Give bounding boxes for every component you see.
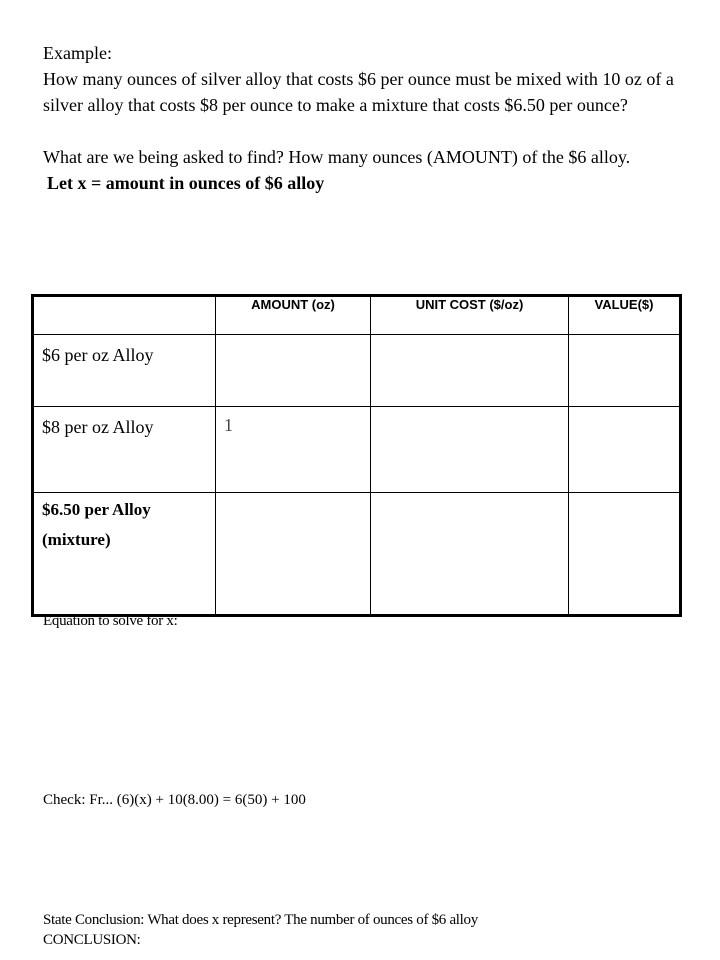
value-cell[interactable] <box>569 407 681 493</box>
header-amount: AMOUNT (oz) <box>216 296 371 335</box>
let-statement: Let x = amount in ounces of $6 alloy <box>47 173 325 193</box>
row-label-mixture-line2: (mixture) <box>42 530 111 549</box>
row-label-6-alloy: $6 per oz Alloy <box>33 335 216 407</box>
unit-cost-cell[interactable] <box>371 335 569 407</box>
asked-statement: What are we being asked to find? How many ounces (AMOUNT) of the $6 alloy. <box>43 147 631 167</box>
equation-label: Equation to solve for x: <box>43 613 178 629</box>
example-heading: Example: <box>43 43 112 63</box>
conclusion-block <box>43 910 478 950</box>
row-label-mixture <box>33 493 216 616</box>
state-conclusion: State Conclusion: What does x represent? The number of ounces of $6 alloy <box>43 912 478 928</box>
check-line-clipped <box>43 792 383 808</box>
mixture-table <box>31 294 682 617</box>
amount-cell[interactable]: 1 <box>216 407 371 493</box>
unit-cost-cell[interactable] <box>371 407 569 493</box>
value-cell[interactable] <box>569 493 681 616</box>
check-text: Check: Fr... (6)(x) + 10(8.00) = 6(50) + 100 <box>43 792 306 808</box>
table-row <box>33 335 681 407</box>
conclusion-label: CONCLUSION: <box>43 932 141 948</box>
value-cell[interactable] <box>569 335 681 407</box>
header-value: VALUE($) <box>569 296 681 335</box>
table-row <box>33 493 681 616</box>
amount-cell[interactable] <box>216 335 371 407</box>
problem-text <box>43 40 693 196</box>
row-label-8-alloy: $8 per oz Alloy <box>33 407 216 493</box>
header-unit-cost: UNIT COST ($/oz) <box>371 296 569 335</box>
row-label-mixture-line1: $6.50 per Alloy <box>42 500 151 519</box>
problem-question: How many ounces of silver alloy that costs $6 per ounce must be mixed with 10 oz of a silver alloy that costs $8 per ounce to make a mixture that costs $6.50 per ounce? <box>43 69 674 115</box>
table-row <box>33 407 681 493</box>
table-header-row <box>33 296 681 335</box>
amount-cell[interactable] <box>216 493 371 616</box>
unit-cost-cell[interactable] <box>371 493 569 616</box>
header-blank <box>33 296 216 335</box>
